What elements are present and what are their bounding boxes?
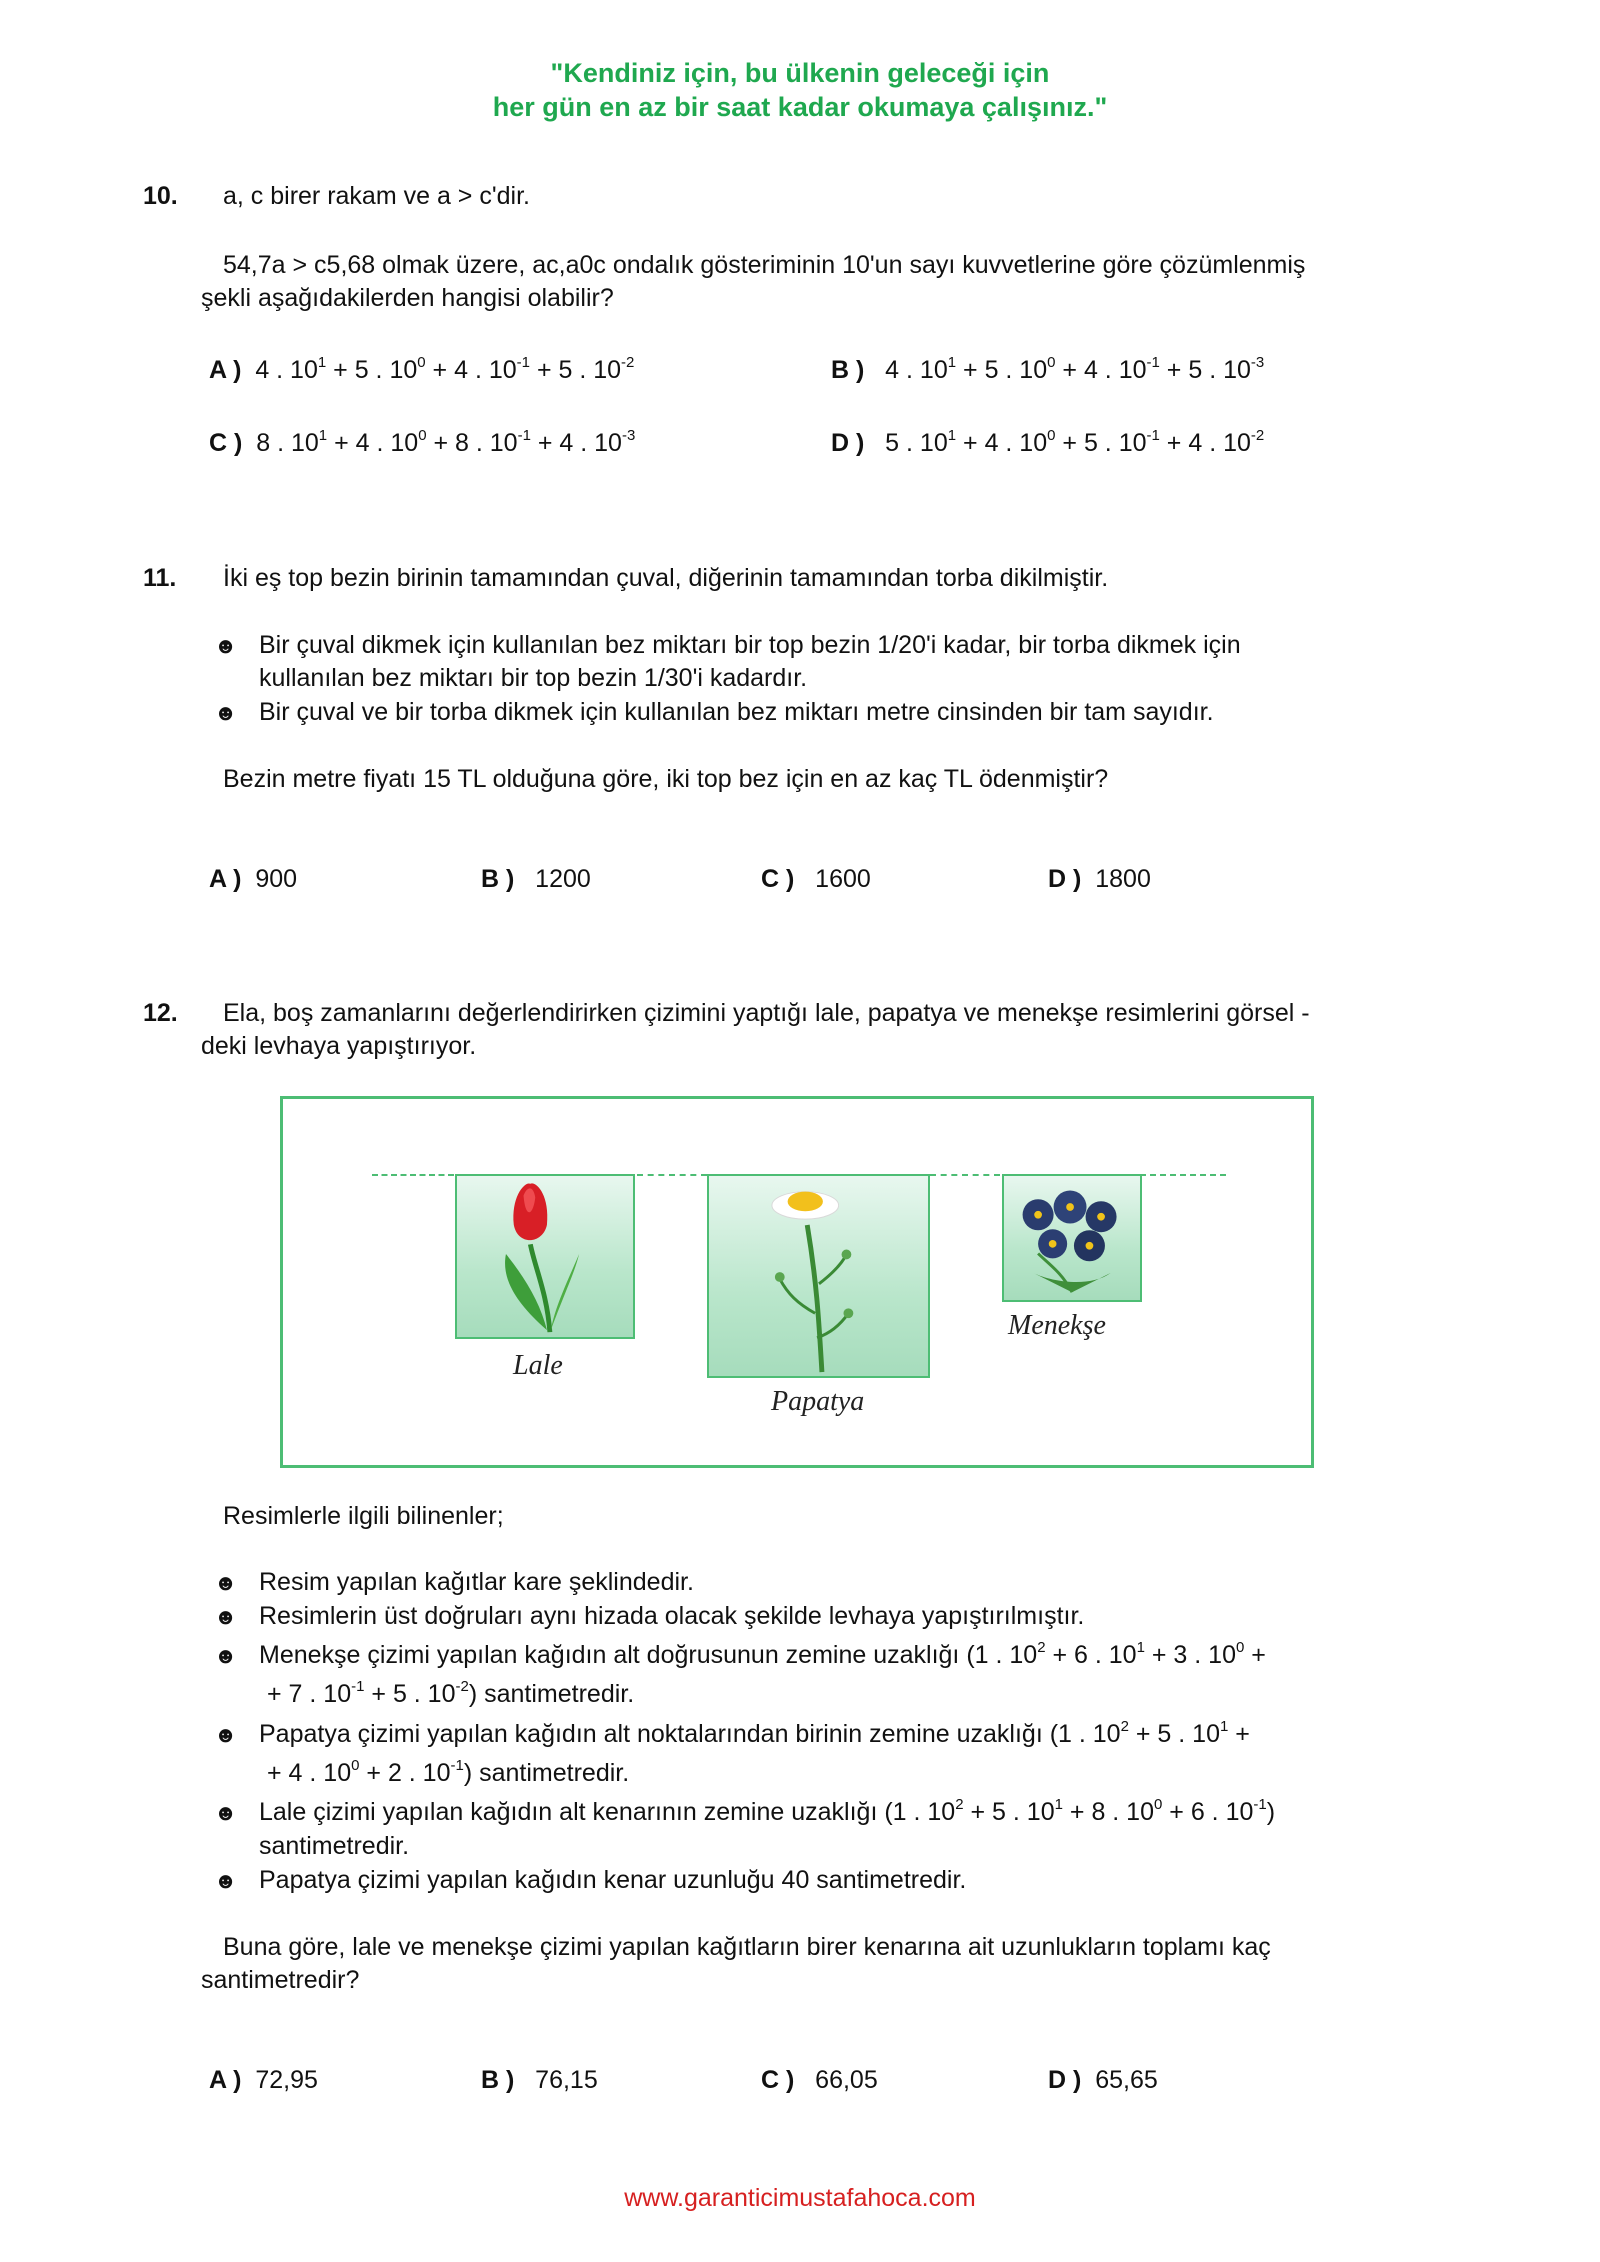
q10-line-2: 54,7a > c5,68 olmak üzere, ac,a0c ondalık gösteriminin 10'un sayı kuvvetlerine göre çözümlenmiş — [223, 251, 1306, 279]
pansy-picture — [1002, 1174, 1142, 1302]
q11-bullet-1a: Bir çuval dikmek için kullanılan bez miktarı bir top bezin 1/20'i kadar, bir torba dikmek için — [259, 631, 1241, 659]
alignment-line — [930, 1174, 1000, 1176]
q12-option-b[interactable] — [481, 2066, 598, 2095]
alignment-line — [372, 1174, 454, 1176]
header-line-2: her gün en az bir saat kadar okumaya çalışınız." — [492, 92, 1108, 122]
caption-menekse: Menekşe — [1008, 1310, 1106, 1341]
tulip-icon — [457, 1176, 633, 1337]
q11-option-c-value: 1600 — [815, 865, 871, 893]
pansy-icon — [1004, 1176, 1140, 1300]
q11-bullet-1b: kullanılan bez miktarı bir top bezin 1/30'i kadardır. — [259, 664, 808, 692]
q11-option-b-value: 1200 — [535, 865, 591, 893]
q12-bullet-1: Resim yapılan kağıtlar kare şeklindedir. — [259, 1568, 694, 1596]
q10-option-c[interactable] — [209, 429, 635, 458]
bullet-icon: ☻ — [214, 1722, 238, 1747]
q10-line-1: a, c birer rakam ve a > c'dir. — [223, 182, 530, 210]
q11-line-1: İki eş top bezin birinin tamamından çuval, diğerinin tamamından torba dikilmiştir. — [223, 564, 1109, 592]
bullet-icon: ☻ — [214, 1570, 238, 1595]
q11-option-a-value: 900 — [255, 865, 298, 893]
bullet-icon: ☻ — [214, 1643, 238, 1668]
q12-option-a[interactable] — [209, 2066, 318, 2095]
q12-option-a-value: 72,95 — [255, 2066, 318, 2094]
q12-option-c[interactable] — [761, 2066, 878, 2095]
q12-number: 12. — [143, 999, 178, 1027]
q11-option-c[interactable] — [761, 865, 871, 894]
footer-link[interactable]: www.garanticimustafahoca.com — [624, 2184, 976, 2212]
q10-option-a-expr: 4 . $10^1 + 5$ . $10^0 + 4$ . $10^{-1} + 5$ . $10^{-2}$ — [255, 354, 635, 384]
q10-option-b-expr: 4 . $10^1 + 5$ . $10^0 + 4$ . $10^{-1} + 5$ . $10^{-3}$ — [885, 354, 1265, 384]
q11-option-a[interactable] — [209, 865, 297, 894]
q12-bullet-4b: + 4 . $10^0 + 2$ . $10^{-1}$) santimetredir. — [267, 1757, 630, 1787]
q12-option-c-value: 66,05 — [815, 2066, 878, 2094]
option-label: D ) — [831, 429, 865, 457]
option-label: B ) — [481, 865, 515, 893]
q10-option-a[interactable] — [209, 356, 634, 385]
q10-line-3: şekli aşağıdakilerden hangisi olabilir? — [201, 284, 614, 312]
option-label: A ) — [209, 2066, 242, 2094]
bullet-icon: ☻ — [214, 1604, 238, 1629]
option-label: B ) — [831, 356, 865, 384]
q12-question-line-2: santimetredir? — [201, 1966, 360, 1994]
bullet-icon: ☻ — [214, 633, 238, 658]
option-label: A ) — [209, 356, 242, 384]
bullet-icon: ☻ — [214, 700, 238, 725]
option-label: D ) — [1048, 865, 1082, 893]
q12-line-2: deki levhaya yapıştırıyor. — [201, 1032, 477, 1060]
q12-bullet-5b: santimetredir. — [259, 1832, 410, 1860]
q12-line-1: Ela, boş zamanlarını değerlendirirken çizimini yaptığı lale, papatya ve menekşe resimlerini görsel - — [223, 999, 1310, 1027]
q12-option-b-value: 76,15 — [535, 2066, 598, 2094]
q11-bullet-2: Bir çuval ve bir torba dikmek için kullanılan bez miktarı metre cinsinden bir tam sayıdır. — [259, 698, 1214, 726]
daisy-picture — [707, 1174, 930, 1378]
q12-bullet-5a: Lale çizimi yapılan kağıdın alt kenarının zemine uzaklığı (1 . $10^2 + 5$ . $10^1 + 8$ . $10^0 + 6$ . $10^{-1}$) — [259, 1796, 1276, 1826]
q12-intro: Resimlerle ilgili bilinenler; — [223, 1502, 504, 1530]
q12-bullet-4a: Papatya çizimi yapılan kağıdın alt noktalarından birinin zemine uzaklığı (1 . $10^2 + 5$ . $10^1$ + — [259, 1718, 1250, 1748]
caption-papatya: Papatya — [771, 1386, 865, 1417]
caption-lale: Lale — [513, 1350, 563, 1381]
q11-option-d-value: 1800 — [1095, 865, 1151, 893]
q12-bullet-3a: Menekşe çizimi yapılan kağıdın alt doğrusunun zemine uzaklığı (1 . $10^2 + 6$ . $10^1 + 3$ . $10^0$ + — [259, 1639, 1266, 1669]
q12-bullet-3b: + 7 . $10^{-1} + 5$ . $10^{-2}$) santimetredir. — [267, 1678, 635, 1708]
q12-bullet-6: Papatya çizimi yapılan kağıdın kenar uzunluğu 40 santimetredir. — [259, 1866, 967, 1894]
option-label: C ) — [209, 429, 243, 457]
q10-option-d-expr: 5 . $10^1 + 4$ . $10^0 + 5$ . $10^{-1} + 4$ . $10^{-2}$ — [885, 427, 1265, 457]
tulip-picture — [455, 1174, 635, 1339]
option-label: C ) — [761, 2066, 795, 2094]
alignment-line — [1140, 1174, 1226, 1176]
option-label: C ) — [761, 865, 795, 893]
header-line-1: "Kendiniz için, bu ülkenin geleceği için — [550, 58, 1050, 88]
bullet-icon: ☻ — [214, 1868, 238, 1893]
q12-question-line-1: Buna göre, lale ve menekşe çizimi yapılan kağıtların birer kenarına ait uzunlukların toplamı kaç — [223, 1933, 1271, 1961]
q11-option-d[interactable] — [1048, 865, 1151, 894]
q10-number: 10. — [143, 182, 178, 210]
option-label: B ) — [481, 2066, 515, 2094]
q10-option-c-expr: 8 . $10^1 + 4$ . $10^0 + 8$ . $10^{-1} + 4$ . $10^{-3}$ — [256, 427, 636, 457]
option-label: D ) — [1048, 2066, 1082, 2094]
q11-number: 11. — [143, 564, 177, 592]
q11-option-b[interactable] — [481, 865, 591, 894]
q10-option-b[interactable] — [831, 356, 1264, 385]
q10-option-d[interactable] — [831, 429, 1264, 458]
bullet-icon: ☻ — [214, 1800, 238, 1825]
daisy-icon — [709, 1176, 928, 1376]
option-label: A ) — [209, 865, 242, 893]
q11-question: Bezin metre fiyatı 15 TL olduğuna göre, iki top bez için en az kaç TL ödenmiştir? — [223, 765, 1109, 793]
alignment-line — [637, 1174, 707, 1176]
q12-bullet-2: Resimlerin üst doğruları aynı hizada olacak şekilde levhaya yapıştırılmıştır. — [259, 1602, 1085, 1630]
q12-option-d[interactable] — [1048, 2066, 1158, 2095]
q12-option-d-value: 65,65 — [1095, 2066, 1158, 2094]
